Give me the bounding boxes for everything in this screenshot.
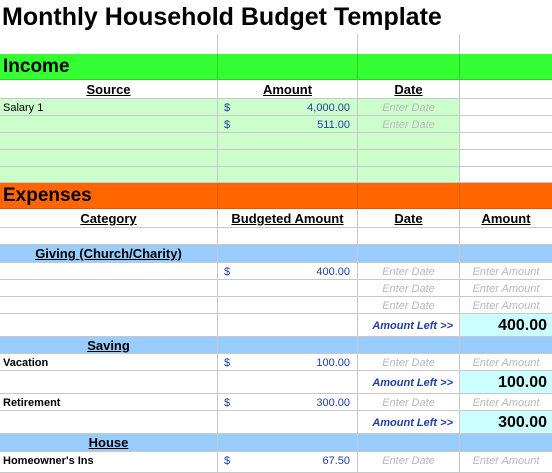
cell[interactable] <box>460 337 552 354</box>
income-source-cell[interactable] <box>0 116 218 133</box>
title-row <box>0 0 552 34</box>
cell[interactable] <box>0 371 218 394</box>
income-row <box>0 167 552 183</box>
cell[interactable] <box>460 80 552 99</box>
cell[interactable] <box>218 150 358 167</box>
cell[interactable] <box>460 133 552 150</box>
cell[interactable] <box>460 183 552 209</box>
cell[interactable] <box>218 371 358 394</box>
category-header: Category <box>0 209 218 228</box>
income-amount-value: 511.00 <box>317 119 350 131</box>
budget-amount-value: 400.00 <box>316 266 350 278</box>
cell[interactable] <box>218 297 358 314</box>
saving-category-title: Saving <box>0 337 218 354</box>
cell[interactable] <box>358 150 460 167</box>
cell[interactable] <box>460 245 552 263</box>
cell[interactable] <box>460 99 552 116</box>
expense-date-cell[interactable]: Enter Date <box>358 394 460 411</box>
category-row-house <box>0 434 552 452</box>
expenses-label-cell[interactable] <box>0 183 218 209</box>
cell[interactable] <box>358 167 460 183</box>
sheet-title: Monthly Household Budget Template <box>2 3 442 31</box>
amount-left-row <box>0 371 552 394</box>
blank-row <box>0 34 552 54</box>
cell[interactable] <box>218 167 358 183</box>
cell[interactable] <box>0 228 218 245</box>
cell[interactable] <box>0 133 218 150</box>
budget-amount-cell[interactable] <box>218 263 358 280</box>
income-label-cell[interactable] <box>0 54 218 80</box>
amount-header: Amount <box>460 209 552 228</box>
currency-symbol: $ <box>224 357 231 369</box>
cell[interactable] <box>218 54 358 80</box>
cell[interactable] <box>0 314 218 337</box>
amount-left-label: Amount Left >> <box>358 411 460 434</box>
amount-left-label: Amount Left >> <box>358 371 460 394</box>
cell[interactable] <box>460 228 552 245</box>
expense-date-cell[interactable]: Enter Date <box>358 263 460 280</box>
income-source-cell[interactable]: Salary 1 <box>0 99 218 116</box>
expense-amount-cell[interactable]: Enter Amount <box>460 394 552 411</box>
cell[interactable] <box>218 183 358 209</box>
income-header-row <box>0 80 552 99</box>
expense-label-cell[interactable]: Homeowner's Ins <box>0 452 218 473</box>
expense-row <box>0 452 552 473</box>
cell[interactable] <box>358 434 460 452</box>
cell[interactable] <box>358 337 460 354</box>
expenses-label: Expenses <box>3 185 92 206</box>
expense-row <box>0 354 552 371</box>
cell[interactable] <box>218 280 358 297</box>
currency-symbol: $ <box>224 119 231 131</box>
cell[interactable] <box>358 183 460 209</box>
cell[interactable] <box>358 133 460 150</box>
amount-left-row <box>0 314 552 337</box>
cell[interactable] <box>218 228 358 245</box>
income-amount-cell[interactable] <box>218 116 358 133</box>
cell[interactable] <box>0 34 218 54</box>
cell[interactable] <box>0 297 218 314</box>
currency-symbol: $ <box>224 266 231 278</box>
currency-symbol: $ <box>224 455 231 467</box>
expense-date-cell[interactable]: Enter Date <box>358 354 460 371</box>
cell[interactable] <box>460 116 552 133</box>
amount-header: Amount <box>218 80 358 99</box>
expense-amount-cell[interactable]: Enter Amount <box>460 297 552 314</box>
cell[interactable] <box>358 54 460 80</box>
cell[interactable] <box>460 54 552 80</box>
cell[interactable] <box>0 280 218 297</box>
cell[interactable] <box>0 411 218 434</box>
budgeted-amount-header: Budgeted Amount <box>218 209 358 228</box>
expenses-header-row <box>0 209 552 228</box>
income-row <box>0 133 552 150</box>
cell[interactable] <box>218 411 358 434</box>
amount-left-label: Amount Left >> <box>358 314 460 337</box>
cell[interactable] <box>460 150 552 167</box>
expense-row <box>0 394 552 411</box>
cell[interactable] <box>358 228 460 245</box>
income-date-cell[interactable]: Enter Date <box>358 99 460 116</box>
budget-amount-value: 100.00 <box>316 357 350 369</box>
cell[interactable] <box>218 245 358 263</box>
cell[interactable] <box>358 34 460 54</box>
expense-label-cell[interactable] <box>0 263 218 280</box>
date-header: Date <box>358 80 460 99</box>
cell[interactable] <box>0 150 218 167</box>
giving-category-title: Giving (Church/Charity) <box>0 245 218 263</box>
source-header: Source <box>0 80 218 99</box>
income-amount-cell[interactable] <box>218 99 358 116</box>
budget-amount-cell[interactable] <box>218 452 358 473</box>
cell[interactable] <box>460 167 552 183</box>
expense-amount-cell[interactable]: Enter Amount <box>460 280 552 297</box>
income-date-cell[interactable]: Enter Date <box>358 116 460 133</box>
expense-amount-cell[interactable]: Enter Amount <box>460 452 552 473</box>
expense-row <box>0 263 552 280</box>
budget-amount-value: 67.50 <box>322 455 350 467</box>
house-category-title: House <box>0 434 218 452</box>
income-band <box>0 54 552 80</box>
cell[interactable] <box>460 434 552 452</box>
income-row <box>0 116 552 133</box>
amount-left-value: 100.00 <box>460 371 552 394</box>
expense-label-cell[interactable]: Vacation <box>0 354 218 371</box>
expense-date-cell[interactable]: Enter Date <box>358 280 460 297</box>
income-label: Income <box>3 56 70 77</box>
date-header: Date <box>358 209 460 228</box>
cell[interactable] <box>460 34 552 54</box>
expense-amount-cell[interactable]: Enter Amount <box>460 354 552 371</box>
expense-label-cell[interactable]: Retirement <box>0 394 218 411</box>
cell[interactable] <box>218 337 358 354</box>
cell[interactable] <box>0 167 218 183</box>
cell[interactable] <box>218 314 358 337</box>
cell[interactable] <box>218 133 358 150</box>
expense-date-cell[interactable]: Enter Date <box>358 297 460 314</box>
cell[interactable] <box>218 34 358 54</box>
amount-left-value: 400.00 <box>460 314 552 337</box>
cell[interactable] <box>358 245 460 263</box>
expense-row <box>0 280 552 297</box>
budget-amount-cell[interactable] <box>218 394 358 411</box>
amount-left-value: 300.00 <box>460 411 552 434</box>
currency-symbol: $ <box>224 102 231 114</box>
budget-amount-value: 300.00 <box>316 397 350 409</box>
expense-row <box>0 297 552 314</box>
cell[interactable] <box>218 434 358 452</box>
blank-row <box>0 228 552 245</box>
category-row-giving <box>0 245 552 263</box>
currency-symbol: $ <box>224 397 231 409</box>
income-row <box>0 99 552 116</box>
income-row <box>0 150 552 167</box>
expense-amount-cell[interactable]: Enter Amount <box>460 263 552 280</box>
budget-amount-cell[interactable] <box>218 354 358 371</box>
category-row-saving <box>0 337 552 354</box>
expense-date-cell[interactable]: Enter Date <box>358 452 460 473</box>
amount-left-row <box>0 411 552 434</box>
expenses-band <box>0 183 552 209</box>
income-amount-value: 4,000.00 <box>307 102 350 114</box>
